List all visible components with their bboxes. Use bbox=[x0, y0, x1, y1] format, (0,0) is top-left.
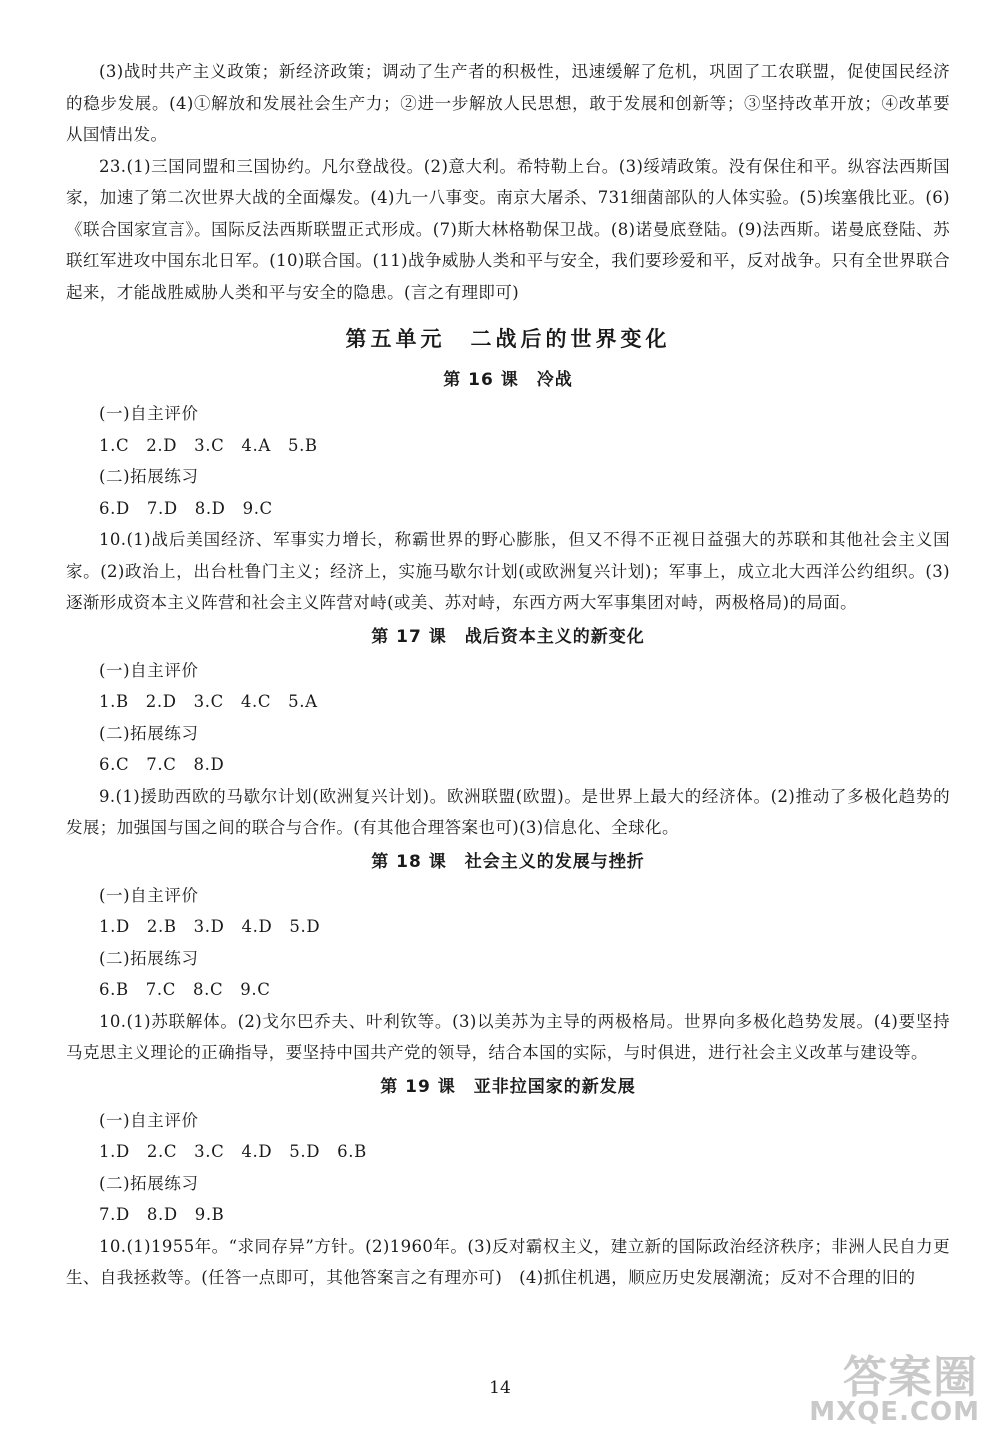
page-number: 14 bbox=[489, 1378, 511, 1398]
answer-paragraph-23: 23.(1)三国同盟和三国协约。凡尔登战役。(2)意大利。希特勒上台。(3)绥靖政策。没有保住和平。纵容法西斯国家，加速了第二次世界大战的全面爆发。(4)九一八事变。南京大屠杀、731细菌部队的人体实验。(5)埃塞俄比亚。(6)《联合国家宣言》。国际反法西斯联盟正式形成。(7)斯大林格勒保卫战。(8)诺曼底登陆。(9)法西斯。诺曼底登陆、苏联红军进攻中国东北日军。(10)联合国。(11)战争威胁人类和平与安全，我们要珍爱和平，反对战争。只有全世界联合起来，才能战胜威胁人类和平与安全的隐患。(言之有理即可) bbox=[66, 156, 950, 302]
answer-paragraph-3-4: (3)战时共产主义政策；新经济政策；调动了生产者的积极性，迅速缓解了危机，巩固了工农联盟，促使国民经济的稳步发展。(4)①解放和发展社会生产力；②进一步解放人民思想，敢于发展和创新等；③坚持改革开放；④改革要从国情出发。 bbox=[66, 62, 950, 144]
section-self-evaluation: (一)自主评价 bbox=[99, 404, 199, 423]
unit-title: 第五单元 二战后的世界变化 bbox=[345, 326, 671, 351]
answer-essay: 10.(1)战后美国经济、军事实力增长，称霸世界的野心膨胀，但又不得不正视日益强大的苏联和其他社会主义国家。(2)政治上，出台杜鲁门主义；经济上，实施马歇尔计划(或欧洲复兴计划)；军事上，成立北大西洋公约组织。(3)逐渐形成资本主义阵营和社会主义阵营对峙(或美、苏对峙，东西方两大军事集团对峙，两极格局)的局面。 bbox=[66, 530, 950, 612]
section-extended-practice: (二)拓展练习 bbox=[99, 467, 199, 486]
answers-choice: 7.D 8.D 9.B bbox=[99, 1205, 225, 1224]
section-self-evaluation: (一)自主评价 bbox=[99, 1110, 199, 1130]
answers-choice: 1.C 2.D 3.C 4.A 5.B bbox=[99, 435, 318, 455]
lesson-16 bbox=[66, 362, 950, 619]
answer-page bbox=[66, 56, 950, 1294]
answers-choice: 6.D 7.D 8.D 9.C bbox=[99, 498, 273, 518]
answers-choice: 1.B 2.D 3.C 4.C 5.A bbox=[99, 692, 318, 711]
answers-choice: 6.C 7.C 8.D bbox=[99, 755, 225, 774]
section-extended-practice: (二)拓展练习 bbox=[99, 723, 199, 743]
watermark-logo: 答案圈 bbox=[843, 1352, 978, 1403]
lesson-title: 第 17 课 战后资本主义的新变化 bbox=[371, 626, 645, 647]
lesson-title: 第 18 课 社会主义的发展与挫折 bbox=[371, 851, 645, 872]
lesson-title: 第 19 课 亚非拉国家的新发展 bbox=[380, 1076, 636, 1097]
answer-essay: 10.(1)苏联解体。(2)戈尔巴乔夫、叶利钦等。(3)以美苏为主导的两极格局。世界向多极化趋势发展。(4)要坚持马克思主义理论的正确指导，要坚持中国共产党的领导，结合本国的实际，与时俱进，进行社会主义改革与建设等。 bbox=[66, 1011, 950, 1062]
section-extended-practice: (二)拓展练习 bbox=[99, 1173, 199, 1193]
answer-essay: 10.(1)1955年。“求同存异”方针。(2)1960年。(3)反对霸权主义，建立新的国际政治经济秩序；非洲人民自力更生、自我拯救等。(任答一点即可，其他答案言之有理亦可) (4)抓住机遇，顺应历史发展潮流；反对不合理的旧的 bbox=[66, 1236, 950, 1287]
section-extended-practice: (二)拓展练习 bbox=[99, 948, 199, 968]
site-watermark bbox=[796, 1341, 986, 1429]
lesson-title: 第 16 课 冷战 bbox=[443, 370, 573, 390]
section-self-evaluation: (一)自主评价 bbox=[99, 885, 199, 905]
watermark-url: MXQE.COM bbox=[809, 1397, 980, 1427]
lesson-18 bbox=[66, 844, 950, 1069]
lesson-19 bbox=[66, 1069, 950, 1294]
answer-essay: 9.(1)援助西欧的马歇尔计划(欧洲复兴计划)。欧洲联盟(欧盟)。是世界上最大的经济体。(2)推动了多极化趋势的发展；加强国与国之间的联合与合作。(有其他合理答案也可)(3)信息化、全球化。 bbox=[66, 786, 950, 837]
answers-choice: 6.B 7.C 8.C 9.C bbox=[99, 980, 271, 999]
section-self-evaluation: (一)自主评价 bbox=[99, 660, 199, 680]
answers-choice: 1.D 2.B 3.D 4.D 5.D bbox=[99, 917, 321, 936]
answers-choice: 1.D 2.C 3.C 4.D 5.D 6.B bbox=[99, 1142, 367, 1161]
lesson-17 bbox=[66, 619, 950, 844]
